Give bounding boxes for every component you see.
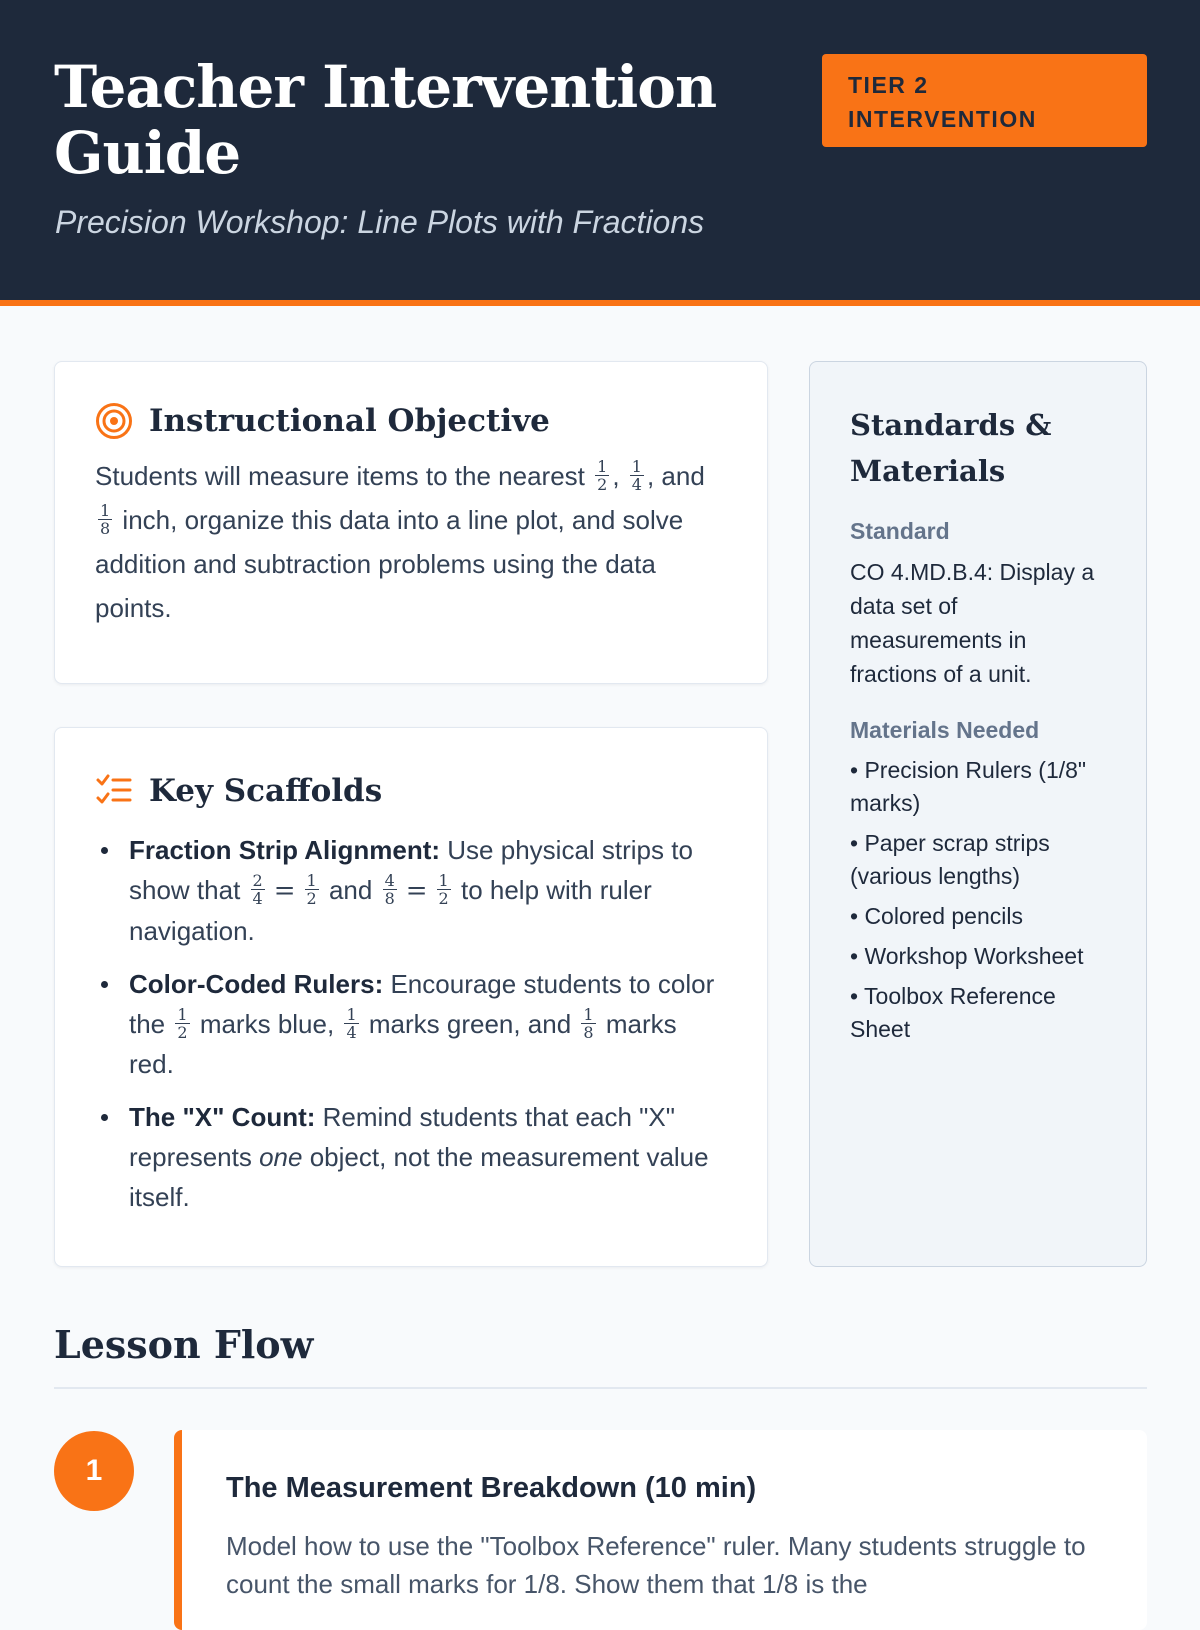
- fraction-denominator: 8: [384, 888, 395, 908]
- objective-text: Students will measure items to the nearest $\frac{1}{2}$ , $\frac{1}{4}$ , and $\frac{1}{8}$ inch, organize this data into a line plot, and solve addition and subtraction problems using the data points.: [95, 456, 705, 623]
- list-item: [95, 1097, 727, 1217]
- equals-sign: =: [273, 876, 296, 906]
- fraction-denominator: 2: [306, 888, 317, 908]
- equals-sign: =: [405, 876, 428, 906]
- scaffold-text: to help with ruler navigation.: [129, 875, 652, 946]
- scaffold-text: marks blue,: [199, 1009, 335, 1039]
- checklist-icon: [95, 772, 133, 810]
- fraction-numerator: 1: [346, 1004, 357, 1024]
- fraction-one-half: [305, 872, 319, 907]
- scaffolds-card: [54, 727, 768, 1267]
- fraction-one-half: [175, 1006, 189, 1041]
- scaffold-text: marks green, and: [368, 1009, 572, 1039]
- fraction-one-quarter: [344, 1006, 358, 1041]
- fraction-denominator: 2: [438, 888, 449, 908]
- section-divider: [54, 1387, 1147, 1389]
- step-number-badge: 1: [54, 1431, 134, 1511]
- page-title: Teacher Intervention Guide: [54, 53, 717, 187]
- fraction-four-eighths: [383, 872, 397, 907]
- objective-card: [54, 361, 768, 684]
- step-title: The Measurement Breakdown (10 min): [226, 1472, 757, 1504]
- standard-text: CO 4.MD.B.4: Display a data set of measurements in fractions of a unit.: [850, 559, 1095, 687]
- scaffolds-heading: [95, 772, 727, 810]
- fraction-one-eighth: [98, 502, 112, 537]
- scaffold-text: marks red.: [129, 1009, 677, 1079]
- standards-sidebar: [809, 361, 1147, 1267]
- objective-heading: [95, 402, 727, 440]
- lesson-step-card: [174, 1430, 1147, 1630]
- fraction-denominator: 2: [177, 1022, 188, 1042]
- scaffold-label: Fraction Strip Alignment:: [129, 835, 441, 865]
- list-item: • Precision Rulers (1/8" marks): [850, 757, 1087, 816]
- fraction-one-half: [437, 872, 451, 907]
- step-text: Model how to use the "Toolbox Reference" ruler. Many students struggle to count the small marks for 1/8. Show them that 1/8 is the: [226, 1531, 1086, 1599]
- list-item: [95, 830, 727, 951]
- fraction-denominator: 4: [252, 888, 263, 908]
- fraction-one-half: [595, 458, 609, 493]
- materials-label: Materials Needed: [850, 717, 1040, 743]
- fraction-denominator: 2: [597, 474, 608, 494]
- fraction-numerator: 1: [631, 456, 642, 476]
- fraction-one-eighth: [581, 1006, 595, 1041]
- materials-list: [850, 754, 1106, 1046]
- fraction-denominator: 8: [100, 518, 111, 538]
- scaffold-emphasis: one: [259, 1142, 303, 1172]
- fraction-denominator: 4: [346, 1022, 357, 1042]
- scaffolds-title: Key Scaffolds: [149, 773, 383, 809]
- scaffold-text: and: [328, 875, 373, 905]
- list-item: • Toolbox Reference Sheet: [850, 983, 1056, 1042]
- target-icon: [95, 402, 133, 440]
- fraction-numerator: 1: [306, 870, 317, 890]
- scaffolds-list: [95, 830, 727, 1217]
- fraction-one-quarter: [630, 458, 644, 493]
- scaffold-label: Color-Coded Rulers:: [129, 969, 384, 999]
- fraction-denominator: 8: [583, 1022, 594, 1042]
- fraction-numerator: 1: [583, 1004, 594, 1024]
- list-item: • Paper scrap strips (various lengths): [850, 830, 1050, 889]
- tier-badge: TIER 2 INTERVENTION: [822, 54, 1147, 147]
- scaffold-label: The "X" Count:: [129, 1102, 316, 1132]
- list-item: • Workshop Worksheet: [850, 943, 1084, 969]
- scaffold-text: Encourage students to color the: [129, 969, 715, 1039]
- sidebar-title: Standards & Materials: [850, 408, 1052, 488]
- scaffold-text: Remind students that each "X" represents: [129, 1102, 675, 1172]
- fraction-denominator: 4: [631, 474, 642, 494]
- fraction-two-fourths: [251, 872, 265, 907]
- objective-text-part: inch, organize this data into a line plot, and solve addition and subtraction problems using the data points.: [95, 505, 684, 623]
- list-item: • Colored pencils: [850, 903, 1023, 929]
- fraction-numerator: 1: [177, 1004, 188, 1024]
- objective-text-part: and: [661, 461, 705, 491]
- scaffold-text: object, not the measurement value itself.: [129, 1142, 709, 1212]
- lesson-flow-heading: Lesson Flow: [54, 1322, 314, 1367]
- fraction-numerator: 1: [438, 870, 449, 890]
- standard-label: Standard: [850, 518, 950, 544]
- objective-text-part: Students will measure items to the nearest: [95, 461, 585, 491]
- scaffold-text: Use physical strips to show that: [129, 835, 693, 905]
- list-item: [95, 964, 727, 1084]
- fraction-numerator: 2: [252, 870, 263, 890]
- page-header: [0, 0, 1200, 306]
- fraction-numerator: 1: [100, 500, 111, 520]
- objective-title: Instructional Objective: [149, 403, 550, 439]
- page-subtitle: Precision Workshop: Line Plots with Fractions: [55, 204, 705, 240]
- fraction-numerator: 1: [597, 456, 608, 476]
- fraction-numerator: 4: [384, 870, 395, 890]
